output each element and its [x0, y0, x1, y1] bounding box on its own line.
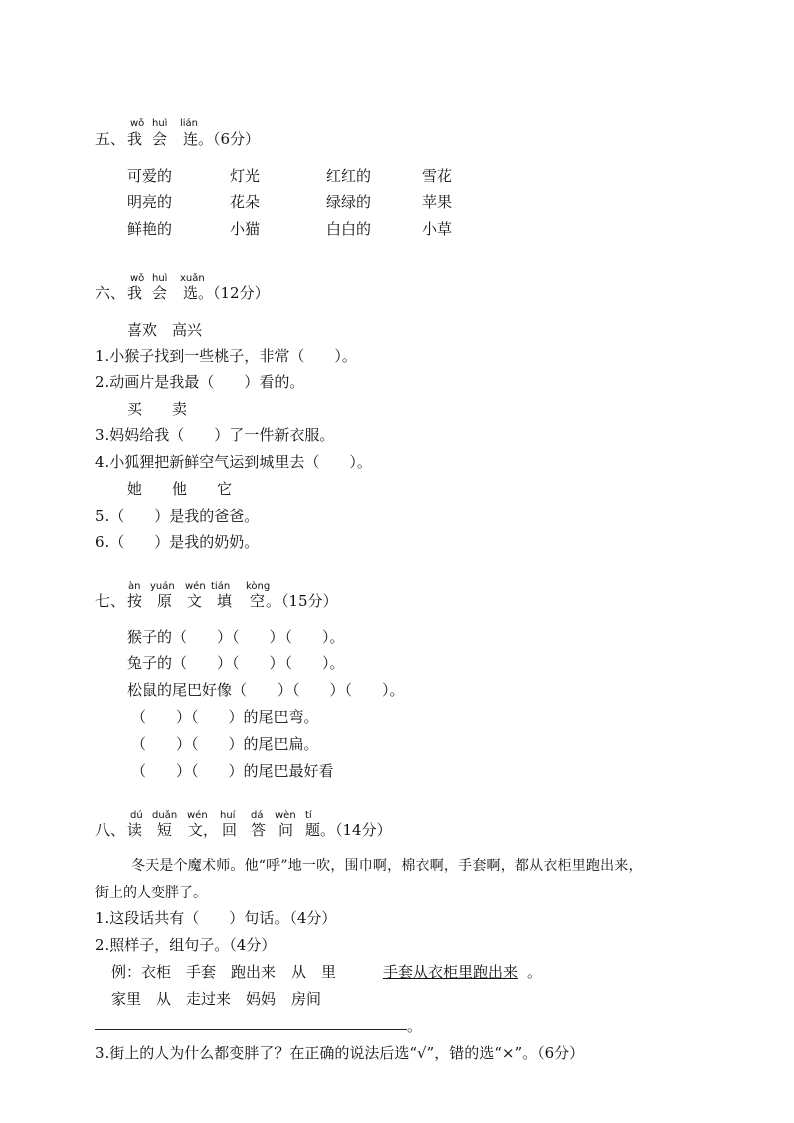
- word-item: 小猫: [230, 220, 261, 238]
- pinyin: huì: [152, 273, 168, 284]
- heading-char: 回: [222, 821, 238, 839]
- question: 4.小狐狸把新鲜空气运到城里去（ ）。: [95, 453, 372, 471]
- heading-char: 问: [278, 821, 294, 839]
- passage-text: 冬天是个魔术师。他“呼”地一吹，围巾啊，棉衣啊，手套啊，都从衣柜里跑出来，: [131, 858, 643, 874]
- pinyin: wǒ: [130, 273, 145, 284]
- pinyin: wén: [185, 581, 206, 592]
- word-choices: 她 他 它: [127, 480, 233, 498]
- heading-char: 会: [152, 130, 168, 148]
- fill-line: 兔子的（ ）（ ）（ ）。: [127, 654, 345, 672]
- pinyin: duǎn: [152, 810, 178, 821]
- pinyin: lián: [180, 118, 199, 129]
- section-number: 六、: [95, 284, 126, 302]
- example-period: 。: [527, 963, 543, 981]
- word-item: 雪花: [422, 167, 453, 185]
- question: 3.街上的人为什么都变胖了？在正确的说法后选“√”，错的选“×”。（6分）: [95, 1044, 585, 1062]
- pinyin: tián: [211, 581, 231, 592]
- fill-line: 松鼠的尾巴好像（ ）（ ）（ ）。: [127, 681, 405, 699]
- word-item: 灯光: [230, 167, 261, 185]
- heading-char: 空: [250, 592, 266, 610]
- pinyin: tí: [305, 810, 312, 821]
- pinyin: huì: [152, 118, 168, 129]
- example-words: 例：衣柜 手套 跑出来 从 里: [111, 963, 337, 981]
- section-score: 。（6分）: [198, 130, 261, 148]
- section-number: 五、: [95, 130, 126, 148]
- word-item: 白白的: [326, 220, 372, 238]
- heading-char: 短: [157, 821, 173, 839]
- heading-char: 按: [127, 592, 143, 610]
- word-item: 鲜艳的: [127, 220, 173, 238]
- fill-line: （ ）（ ）的尾巴扁。: [131, 735, 319, 753]
- pinyin: wén: [187, 810, 208, 821]
- question: 6.（ ）是我的奶奶。: [95, 533, 260, 551]
- question: 2.照样子，组句子。（4分）: [95, 936, 277, 954]
- question: 5.（ ）是我的爸爸。: [95, 507, 260, 525]
- heading-char: 选: [183, 284, 199, 302]
- pinyin: huí: [220, 810, 236, 821]
- word-item: 可爱的: [127, 167, 173, 185]
- section-score: 。（12分）: [198, 284, 270, 302]
- word-item: 绿绿的: [326, 193, 372, 211]
- word-item: 苹果: [422, 193, 453, 211]
- pinyin: dú: [130, 810, 143, 821]
- task-words: 家里 从 走过来 妈妈 房间: [111, 990, 322, 1008]
- pinyin: kòng: [246, 581, 271, 592]
- word-choices: 喜欢 高兴: [127, 321, 203, 339]
- answer-period: 。: [407, 1017, 423, 1035]
- question: 1.这段话共有（ ）句话。（4分）: [95, 909, 337, 927]
- pinyin: àn: [128, 581, 141, 592]
- word-item: 明亮的: [127, 193, 173, 211]
- pinyin: dá: [251, 810, 264, 821]
- pinyin: xuǎn: [180, 273, 205, 284]
- section-number: 七、: [95, 592, 126, 610]
- pinyin: yuán: [150, 581, 175, 592]
- word-item: 花朵: [230, 193, 261, 211]
- heading-char: 填: [217, 592, 233, 610]
- section-score: 。（15分）: [266, 592, 338, 610]
- heading-char: 答: [251, 821, 267, 839]
- heading-char: 题: [305, 821, 321, 839]
- pinyin: wèn: [275, 810, 296, 821]
- heading-char: 连: [183, 130, 199, 148]
- fill-line: 猴子的（ ）（ ）（ ）。: [127, 628, 345, 646]
- example-answer: 手套从衣柜里跑出来: [383, 963, 519, 981]
- pinyin: wǒ: [130, 118, 145, 129]
- heading-char: 我: [127, 130, 143, 148]
- section-number: 八、: [95, 821, 126, 839]
- answer-line[interactable]: [95, 1029, 407, 1030]
- heading-char: 我: [127, 284, 143, 302]
- question: 2.动画片是我最（ ）看的。: [95, 373, 305, 391]
- question: 3.妈妈给我（ ）了一件新衣服。: [95, 426, 335, 444]
- fill-line: （ ）（ ）的尾巴弯。: [131, 708, 319, 726]
- word-item: 小草: [422, 220, 453, 238]
- fill-line: （ ）（ ）的尾巴最好看: [131, 762, 334, 780]
- section-score: 。（14分）: [320, 821, 392, 839]
- passage-text: 街上的人变胖了。: [95, 885, 207, 901]
- word-choices: 买 卖: [127, 400, 188, 418]
- word-item: 红红的: [326, 167, 372, 185]
- heading-char: 原: [157, 592, 173, 610]
- heading-char: 文，: [188, 821, 219, 839]
- heading-char: 读: [127, 821, 143, 839]
- heading-char: 会: [152, 284, 168, 302]
- heading-char: 文: [187, 592, 203, 610]
- question: 1.小猴子找到一些桃子，非常（ ）。: [95, 347, 357, 365]
